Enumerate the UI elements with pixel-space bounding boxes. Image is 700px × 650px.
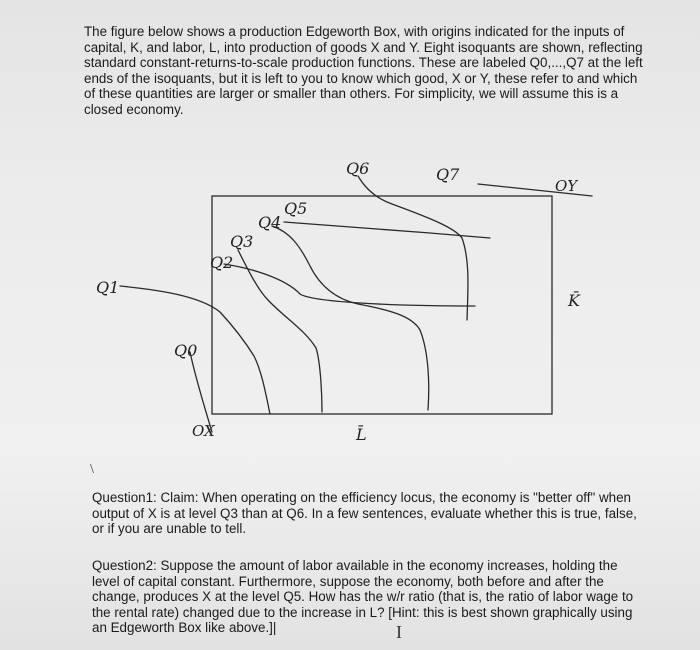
label-q7: Q7: [436, 165, 460, 184]
label-q1: Q1: [96, 278, 120, 297]
intro-paragraph: The figure below shows a production Edgeworth Box, with origins indicated for the inputs of capital, K, and labor, L, into production of goods X and Y. Eight isoquants are shown, reflecting standard constant-returns-to-scale production functions. These are labeled Q0,...,Q7 at the left ends of the isoquants, but it is left to you to know which good, X or Y, these refer to and which of these quantities are larger or smaller than others. For simplicity, we will assume this is a closed economy.: [84, 24, 643, 117]
label-q4: Q4: [258, 213, 282, 232]
question-1: Question1: Claim: When operating on the efficiency locus, the economy is "better off" when output of X is at level Q3 than at Q6. In a few sentences, evaluate whether this is true, false, or if you are unable to tell.: [92, 490, 637, 537]
label-q6: Q6: [346, 159, 370, 178]
isoquant-q5: [284, 222, 490, 238]
isoquant-q0: [190, 352, 212, 432]
label-q0: Q0: [174, 341, 198, 360]
label-l-bar: L̄: [356, 425, 367, 444]
isoquant-q4: [272, 226, 429, 410]
label-k-bar: K̄: [568, 291, 580, 310]
label-origin-y: OY: [555, 177, 578, 195]
label-q3: Q3: [230, 232, 254, 251]
text-cursor-icon: I: [396, 622, 402, 642]
isoquant-q6: [358, 176, 468, 320]
isoquant-q3: [238, 250, 322, 412]
question-2: Question2: Suppose the amount of labor available in the economy increases, holding the level of capital constant. Furthermore, suppose the economy, both before and after the change, produces X at the level Q5. How has the w/r ratio (that is, the ratio of labor wage to the rental rate) changed due to the increase in L? [Hint: this is best shown graphically using an Edgeworth Box like above.]|: [92, 558, 634, 636]
label-q5: Q5: [284, 199, 308, 218]
label-origin-x: OX: [192, 422, 215, 440]
isoquant-q2: [224, 264, 475, 306]
stray-pen-mark: \: [90, 462, 94, 477]
label-q2: Q2: [210, 253, 234, 272]
